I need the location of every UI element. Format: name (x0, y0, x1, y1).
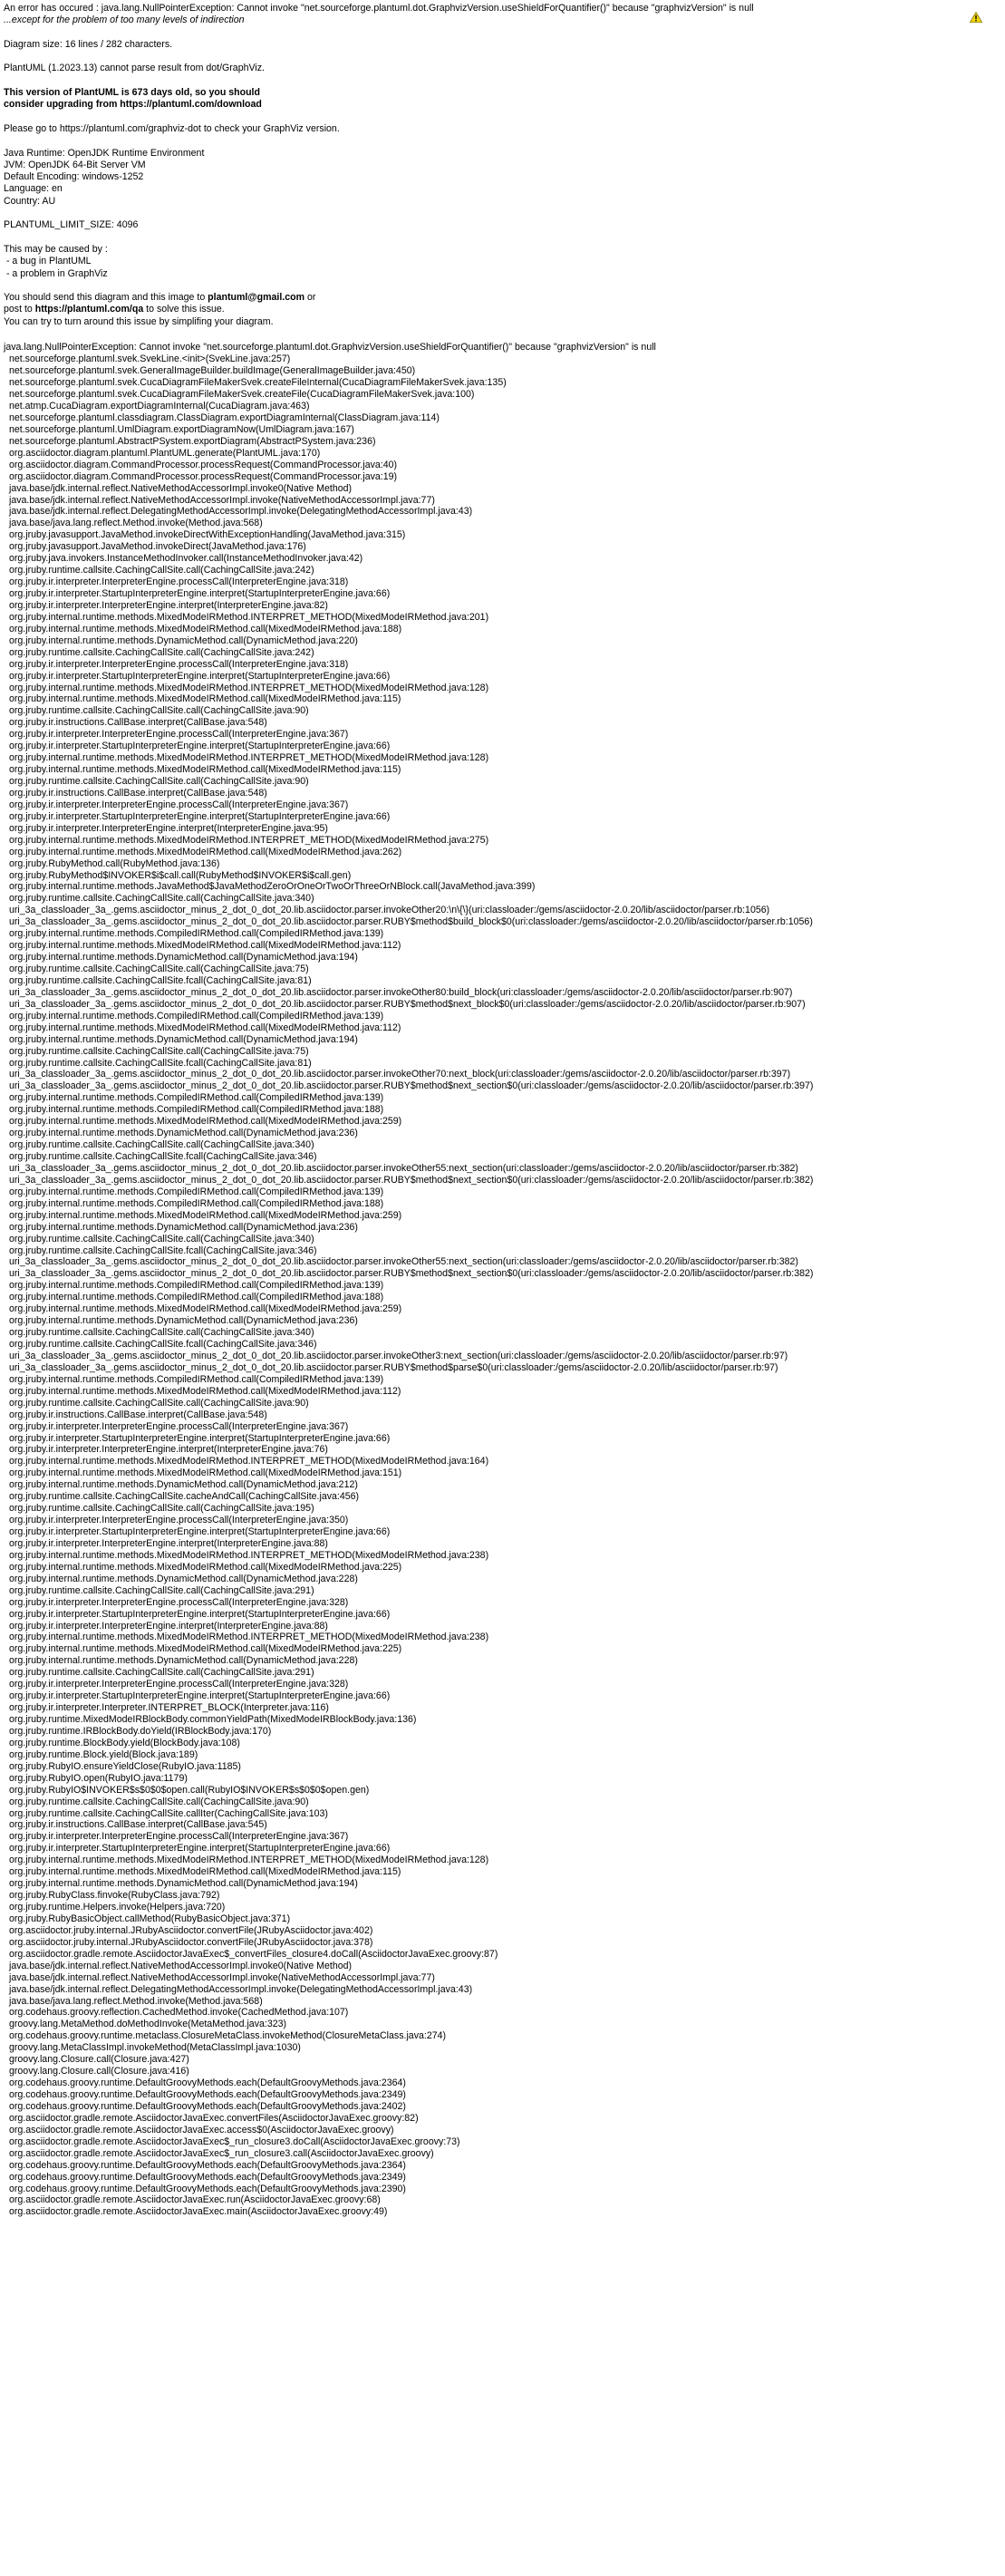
stacktrace-frame: net.sourceforge.plantuml.classdiagram.ClassDiagram.exportDiagramInternal(ClassDiagram.java:114) (9, 412, 440, 423)
stacktrace-frame: org.jruby.internal.runtime.methods.MixedModeIRMethod.call(MixedModeIRMethod.java:112) (9, 1022, 401, 1033)
stacktrace-frame: org.jruby.internal.runtime.methods.MixedModeIRMethod.INTERPRET_METHOD(MixedModeIRMethod.java:238) (9, 1632, 489, 1643)
stacktrace-frame: org.asciidoctor.diagram.plantuml.PlantUML.generate(PlantUML.java:170) (9, 447, 321, 459)
stacktrace-frame: org.jruby.runtime.callsite.CachingCallSite.call(CachingCallSite.java:340) (9, 1233, 314, 1244)
stacktrace-frame: org.asciidoctor.diagram.CommandProcessor.processRequest(CommandProcessor.java:19) (9, 470, 398, 482)
stacktrace-frame: net.atmp.CucaDiagram.exportDiagramInternal(CucaDiagram.java:463) (9, 401, 310, 412)
stacktrace-frame: org.asciidoctor.gradle.remote.AsciidoctorJavaExec$_run_closure3.call(AsciidoctorJavaExec.groovy) (9, 2147, 434, 2159)
stacktrace-frame: org.jruby.internal.runtime.methods.MixedModeIRMethod.call(MixedModeIRMethod.java:115) (9, 693, 401, 705)
stacktrace-frame: org.jruby.internal.runtime.methods.CompiledIRMethod.call(CompiledIRMethod.java:188) (9, 1104, 384, 1116)
stacktrace-frame: org.jruby.runtime.BlockBody.yield(BlockBody.java:108) (9, 1737, 240, 1748)
stacktrace-frame: uri_3a_classloader_3a_.gems.asciidoctor_minus_2_dot_0_dot_20.lib.asciidoctor.parser.RUBY$method$build_block$0(uri:classloader:/gems/asciidoctor-2.0.20/lib/asciidoctor/parser.rb:1056) (9, 916, 813, 928)
parse-error: PlantUML (1.2023.13) cannot parse result from dot/GraphViz. (4, 63, 265, 74)
stacktrace-frame: org.jruby.internal.runtime.methods.MixedModeIRMethod.call(MixedModeIRMethod.java:259) (9, 1303, 402, 1315)
contact-line2 (4, 304, 1005, 315)
stacktrace-frame: org.jruby.runtime.callsite.CachingCallSite.fcall(CachingCallSite.java:81) (9, 1057, 312, 1069)
stacktrace-frame: org.jruby.internal.runtime.methods.CompiledIRMethod.call(CompiledIRMethod.java:139) (9, 1186, 384, 1197)
stacktrace-frame: uri_3a_classloader_3a_.gems.asciidoctor_minus_2_dot_0_dot_20.lib.asciidoctor.parser.invokeOther70:next_block(uri:classloader:/gems/asciidoctor-2.0.20/lib/asciidoctor/parser.rb:397) (9, 1069, 791, 1080)
stacktrace-frame: org.jruby.runtime.Block.yield(Block.java:189) (9, 1748, 198, 1760)
stacktrace-frame: java.base/jdk.internal.reflect.NativeMethodAccessorImpl.invoke(NativeMethodAccessorImpl.java:77) (9, 1971, 435, 1983)
stacktrace-frame: org.jruby.internal.runtime.methods.MixedModeIRMethod.call(MixedModeIRMethod.java:262) (9, 846, 402, 857)
stacktrace-frame: org.jruby.runtime.callsite.CachingCallSite.callIter(CachingCallSite.java:103) (9, 1807, 328, 1819)
stacktrace-frame: org.jruby.internal.runtime.methods.MixedModeIRMethod.INTERPRET_METHOD(MixedModeIRMethod.java:275) (9, 834, 489, 846)
stacktrace-frame: org.jruby.ir.instructions.CallBase.interpret(CallBase.java:545) (9, 1819, 267, 1831)
stacktrace-frame: uri_3a_classloader_3a_.gems.asciidoctor_minus_2_dot_0_dot_20.lib.asciidoctor.parser.RUBY$method$parse$0(uri:classloader:/gems/asciidoctor-2.0.20/lib/asciidoctor/parser.rb:97) (9, 1361, 778, 1373)
stacktrace-frame: org.asciidoctor.gradle.remote.AsciidoctorJavaExec.run(AsciidoctorJavaExec.groovy:68) (9, 2194, 381, 2206)
stacktrace-frame: org.asciidoctor.gradle.remote.AsciidoctorJavaExec.main(AsciidoctorJavaExec.groovy:49) (9, 2206, 388, 2218)
stacktrace-frame: net.sourceforge.plantuml.svek.SvekLine.<init>(SvekLine.java:257) (9, 353, 291, 365)
stacktrace-frame: org.jruby.internal.runtime.methods.CompiledIRMethod.call(CompiledIRMethod.java:139) (9, 1092, 384, 1104)
stacktrace-frame: net.sourceforge.plantuml.svek.CucaDiagramFileMakerSvek.createFileInternal(CucaDiagramFileMakerSvek.java:135) (9, 377, 507, 389)
stacktrace-frame: org.jruby.RubyIO.ensureYieldClose(RubyIO.java:1185) (9, 1760, 241, 1772)
stacktrace-frame: org.jruby.internal.runtime.methods.CompiledIRMethod.call(CompiledIRMethod.java:188) (9, 1197, 384, 1209)
stacktrace-frame: java.base/jdk.internal.reflect.NativeMethodAccessorImpl.invoke0(Native Method) (9, 1960, 353, 1971)
stacktrace-frame: org.codehaus.groovy.runtime.DefaultGroovyMethods.each(DefaultGroovyMethods.java:2402) (9, 2100, 406, 2112)
stacktrace-frame: org.jruby.ir.interpreter.InterpreterEngine.processCall(InterpreterEngine.java:328) (9, 1679, 349, 1690)
stacktrace-frame: org.jruby.javasupport.JavaMethod.invokeDirect(JavaMethod.java:176) (9, 541, 306, 553)
stacktrace-frame: org.jruby.runtime.callsite.CachingCallSite.fcall(CachingCallSite.java:346) (9, 1339, 317, 1350)
stacktrace-frame: org.jruby.internal.runtime.methods.MixedModeIRMethod.call(MixedModeIRMethod.java:151) (9, 1467, 402, 1479)
stacktrace-frame: org.jruby.internal.runtime.methods.MixedModeIRMethod.INTERPRET_METHOD(MixedModeIRMethod.java:128) (9, 1855, 489, 1866)
stacktrace-frame: java.base/jdk.internal.reflect.NativeMethodAccessorImpl.invoke0(Native Method) (9, 482, 353, 494)
stacktrace-frame: org.jruby.ir.interpreter.InterpreterEngine.processCall(InterpreterEngine.java:367) (9, 729, 349, 741)
contact-line1 (4, 292, 1005, 304)
stacktrace-frame: org.jruby.internal.runtime.methods.DynamicMethod.call(DynamicMethod.java:220) (9, 634, 358, 646)
stacktrace-frame: org.jruby.ir.interpreter.InterpreterEngine.processCall(InterpreterEngine.java:318) (9, 576, 349, 588)
stacktrace-frame: org.jruby.internal.runtime.methods.MixedModeIRMethod.call(MixedModeIRMethod.java:259) (9, 1209, 402, 1221)
env-country: Country: AU (4, 195, 56, 207)
contact-text: post to (4, 304, 35, 315)
version-warning-line1: This version of PlantUML is 673 days old, so you should (4, 87, 260, 99)
stacktrace-frame: org.jruby.RubyIO.open(RubyIO.java:1179) (9, 1772, 188, 1784)
stacktrace-frame: org.jruby.internal.runtime.methods.MixedModeIRMethod.INTERPRET_METHOD(MixedModeIRMethod.java:201) (9, 611, 489, 623)
stacktrace-frame: org.jruby.internal.runtime.methods.DynamicMethod.call(DynamicMethod.java:236) (9, 1315, 358, 1327)
stacktrace-frame: org.codehaus.groovy.reflection.CachedMethod.invoke(CachedMethod.java:107) (9, 2007, 349, 2019)
stacktrace-frame: org.jruby.internal.runtime.methods.DynamicMethod.call(DynamicMethod.java:212) (9, 1479, 358, 1491)
stacktrace-frame: org.jruby.internal.runtime.methods.JavaMethod$JavaMethodZeroOrOneOrTwoOrThreeOrNBlock.call(JavaMethod.java:399) (9, 881, 536, 893)
contact-text: or (304, 292, 316, 304)
contact-line3: You can try to turn around this issue by simplifing your diagram. (4, 315, 274, 327)
stacktrace-frame: org.jruby.runtime.callsite.CachingCallSite.fcall(CachingCallSite.java:346) (9, 1151, 317, 1162)
stack-trace (4, 342, 1005, 2218)
stacktrace-frame: org.jruby.ir.interpreter.InterpreterEngine.processCall(InterpreterEngine.java:350) (9, 1515, 349, 1526)
stacktrace-frame: org.jruby.runtime.callsite.CachingCallSite.call(CachingCallSite.java:291) (9, 1584, 314, 1596)
stacktrace-exception: java.lang.NullPointerException: Cannot invoke "net.sourceforge.plantuml.dot.GraphvizVersion.useShieldForQuantifier()" because "graphvizVersion" is null (4, 342, 656, 353)
stacktrace-frame: org.jruby.RubyClass.finvoke(RubyClass.java:792) (9, 1890, 220, 1902)
stacktrace-frame: org.jruby.runtime.callsite.CachingCallSite.call(CachingCallSite.java:90) (9, 776, 309, 787)
env-language: Language: en (4, 183, 63, 195)
stacktrace-frame: org.asciidoctor.jruby.internal.JRubyAsciidoctor.convertFile(JRubyAsciidoctor.java:378) (9, 1936, 373, 1948)
stacktrace-frame: org.jruby.internal.runtime.methods.DynamicMethod.call(DynamicMethod.java:228) (9, 1655, 358, 1667)
stacktrace-frame: org.codehaus.groovy.runtime.DefaultGroovyMethods.each(DefaultGroovyMethods.java:2364) (9, 2077, 406, 2089)
stacktrace-frame: org.codehaus.groovy.runtime.DefaultGroovyMethods.each(DefaultGroovyMethods.java:2390) (9, 2183, 406, 2194)
stacktrace-frame: org.jruby.runtime.callsite.CachingCallSite.call(CachingCallSite.java:340) (9, 893, 314, 905)
stacktrace-frame: org.jruby.internal.runtime.methods.MixedModeIRMethod.call(MixedModeIRMethod.java:115) (9, 764, 401, 776)
contact-url: https://plantuml.com/qa (34, 304, 144, 315)
stacktrace-frame: org.jruby.ir.instructions.CallBase.interpret(CallBase.java:548) (9, 717, 267, 729)
stacktrace-frame: org.jruby.ir.interpreter.StartupInterpreterEngine.interpret(StartupInterpreterEngine.java:66) (9, 588, 391, 599)
stacktrace-frame: org.jruby.ir.interpreter.InterpreterEngine.interpret(InterpreterEngine.java:88) (9, 1620, 328, 1632)
stacktrace-frame: org.jruby.internal.runtime.methods.MixedModeIRMethod.INTERPRET_METHOD(MixedModeIRMethod.java:238) (9, 1549, 489, 1561)
stacktrace-frame: uri_3a_classloader_3a_.gems.asciidoctor_minus_2_dot_0_dot_20.lib.asciidoctor.parser.invokeOther55:next_section(uri:classloader:/gems/asciidoctor-2.0.20/lib/asciidoctor/parser.rb:382) (9, 1162, 798, 1174)
stacktrace-frame: org.jruby.runtime.IRBlockBody.doYield(IRBlockBody.java:170) (9, 1725, 272, 1737)
stacktrace-frame: org.jruby.ir.interpreter.StartupInterpreterEngine.interpret(StartupInterpreterEngine.java:66) (9, 1608, 391, 1620)
stacktrace-frame: org.jruby.ir.interpreter.StartupInterpreterEngine.interpret(StartupInterpreterEngine.java:66) (9, 741, 391, 752)
env-encoding: Default Encoding: windows-1252 (4, 171, 144, 183)
stacktrace-frame: org.jruby.internal.runtime.methods.CompiledIRMethod.call(CompiledIRMethod.java:139) (9, 1010, 384, 1022)
cause-item: - a bug in PlantUML (4, 256, 92, 267)
stacktrace-frame: java.base/java.lang.reflect.Method.invoke(Method.java:568) (9, 1995, 263, 2007)
stacktrace-frame: org.codehaus.groovy.runtime.DefaultGroovyMethods.each(DefaultGroovyMethods.java:2349) (9, 2089, 406, 2100)
stacktrace-frame: org.jruby.ir.interpreter.StartupInterpreterEngine.interpret(StartupInterpreterEngine.java:66) (9, 1690, 391, 1702)
error-subtitle: ...except for the problem of too many levels of indirection (4, 15, 245, 26)
stacktrace-frame: uri_3a_classloader_3a_.gems.asciidoctor_minus_2_dot_0_dot_20.lib.asciidoctor.parser.RUBY$method$next_section$0(uri:classloader:/gems/asciidoctor-2.0.20/lib/asciidoctor/parser.rb:382) (9, 1268, 814, 1280)
stacktrace-frame: org.jruby.internal.runtime.methods.MixedModeIRMethod.call(MixedModeIRMethod.java:225) (9, 1643, 402, 1655)
stacktrace-frame: org.codehaus.groovy.runtime.DefaultGroovyMethods.each(DefaultGroovyMethods.java:2349) (9, 2171, 406, 2183)
stacktrace-frame: org.jruby.RubyMethod.call(RubyMethod.java:136) (9, 857, 220, 869)
stacktrace-frame: org.jruby.RubyBasicObject.callMethod(RubyBasicObject.java:371) (9, 1913, 291, 1924)
stacktrace-frame: org.jruby.runtime.callsite.CachingCallSite.call(CachingCallSite.java:340) (9, 1139, 314, 1151)
stacktrace-frame: org.jruby.runtime.callsite.CachingCallSite.call(CachingCallSite.java:242) (9, 646, 314, 658)
stacktrace-frame: org.jruby.internal.runtime.methods.MixedModeIRMethod.INTERPRET_METHOD(MixedModeIRMethod.java:128) (9, 682, 489, 693)
stacktrace-frame: groovy.lang.Closure.call(Closure.java:427) (9, 2054, 189, 2066)
limit-size: PLANTUML_LIMIT_SIZE: 4096 (4, 219, 139, 231)
stacktrace-frame: java.base/jdk.internal.reflect.DelegatingMethodAccessorImpl.invoke(DelegatingMethodAccessorImpl.java:43) (9, 1983, 473, 1995)
stacktrace-frame: org.jruby.java.invokers.InstanceMethodInvoker.call(InstanceMethodInvoker.java:42) (9, 553, 363, 565)
causes-title: This may be caused by : (4, 243, 108, 255)
stacktrace-frame: groovy.lang.MetaClassImpl.invokeMethod(MetaClassImpl.java:1030) (9, 2042, 301, 2054)
stacktrace-frame: uri_3a_classloader_3a_.gems.asciidoctor_minus_2_dot_0_dot_20.lib.asciidoctor.parser.RUBY$method$next_block$0(uri:classloader:/gems/asciidoctor-2.0.20/lib/asciidoctor/parser.rb:907) (9, 998, 806, 1010)
stacktrace-frame: org.jruby.internal.runtime.methods.CompiledIRMethod.call(CompiledIRMethod.java:139) (9, 1373, 384, 1385)
stacktrace-frame: org.jruby.internal.runtime.methods.DynamicMethod.call(DynamicMethod.java:194) (9, 1033, 358, 1045)
stacktrace-frame: org.jruby.internal.runtime.methods.CompiledIRMethod.call(CompiledIRMethod.java:139) (9, 1280, 384, 1292)
stacktrace-frame: uri_3a_classloader_3a_.gems.asciidoctor_minus_2_dot_0_dot_20.lib.asciidoctor.parser.invokeOther20:\n\{\}(uri:classloader:/gems/asciidoctor-2.0.20/lib/asciidoctor/parser.rb:1056) (9, 905, 770, 916)
stacktrace-frame: groovy.lang.MetaMethod.doMethodInvoke(MetaMethod.java:323) (9, 2019, 287, 2030)
stacktrace-frame: org.jruby.internal.runtime.methods.MixedModeIRMethod.call(MixedModeIRMethod.java:259) (9, 1116, 402, 1128)
stacktrace-frame: org.jruby.ir.instructions.CallBase.interpret(CallBase.java:548) (9, 1409, 267, 1420)
stacktrace-frame: org.jruby.runtime.callsite.CachingCallSite.call(CachingCallSite.java:90) (9, 1397, 309, 1409)
stacktrace-frame: java.base/java.lang.reflect.Method.invoke(Method.java:568) (9, 518, 263, 529)
stacktrace-frame: org.jruby.internal.runtime.methods.MixedModeIRMethod.call(MixedModeIRMethod.java:115) (9, 1866, 401, 1878)
stacktrace-frame: org.jruby.internal.runtime.methods.MixedModeIRMethod.INTERPRET_METHOD(MixedModeIRMethod.java:164) (9, 1456, 489, 1467)
stacktrace-frame: org.jruby.ir.interpreter.InterpreterEngine.processCall(InterpreterEngine.java:367) (9, 799, 349, 810)
contact-email: plantuml@gmail.com (208, 292, 305, 304)
stacktrace-frame: org.jruby.runtime.callsite.CachingCallSite.call(CachingCallSite.java:90) (9, 1796, 309, 1807)
stacktrace-frame: org.jruby.ir.interpreter.InterpreterEngine.interpret(InterpreterEngine.java:76) (9, 1444, 328, 1456)
stacktrace-frame: org.jruby.internal.runtime.methods.MixedModeIRMethod.INTERPRET_METHOD(MixedModeIRMethod.java:128) (9, 752, 489, 764)
stacktrace-frame: org.jruby.ir.interpreter.InterpreterEngine.interpret(InterpreterEngine.java:82) (9, 599, 328, 611)
stacktrace-frame: java.base/jdk.internal.reflect.NativeMethodAccessorImpl.invoke(NativeMethodAccessorImpl.java:77) (9, 494, 435, 506)
stacktrace-frame: org.asciidoctor.gradle.remote.AsciidoctorJavaExec$_run_closure3.doCall(AsciidoctorJavaExec.groovy:73) (9, 2135, 460, 2147)
stacktrace-frame: org.jruby.ir.interpreter.InterpreterEngine.processCall(InterpreterEngine.java:328) (9, 1596, 349, 1608)
stacktrace-frame: org.jruby.internal.runtime.methods.CompiledIRMethod.call(CompiledIRMethod.java:188) (9, 1292, 384, 1303)
stacktrace-frame: org.jruby.ir.interpreter.StartupInterpreterEngine.interpret(StartupInterpreterEngine.java:66) (9, 810, 391, 822)
stacktrace-frame: org.jruby.internal.runtime.methods.CompiledIRMethod.call(CompiledIRMethod.java:139) (9, 928, 384, 940)
stacktrace-frame: uri_3a_classloader_3a_.gems.asciidoctor_minus_2_dot_0_dot_20.lib.asciidoctor.parser.RUBY$method$next_section$0(uri:classloader:/gems/asciidoctor-2.0.20/lib/asciidoctor/parser.rb:397) (9, 1080, 814, 1092)
stacktrace-frame: org.jruby.internal.runtime.methods.DynamicMethod.call(DynamicMethod.java:194) (9, 1878, 358, 1890)
stacktrace-frame: org.asciidoctor.jruby.internal.JRubyAsciidoctor.convertFile(JRubyAsciidoctor.java:402) (9, 1924, 373, 1936)
stacktrace-frame: org.jruby.internal.runtime.methods.MixedModeIRMethod.call(MixedModeIRMethod.java:188) (9, 623, 402, 634)
stacktrace-frame: org.jruby.internal.runtime.methods.DynamicMethod.call(DynamicMethod.java:194) (9, 952, 358, 964)
stacktrace-frame: uri_3a_classloader_3a_.gems.asciidoctor_minus_2_dot_0_dot_20.lib.asciidoctor.parser.RUBY$method$next_section$0(uri:classloader:/gems/asciidoctor-2.0.20/lib/asciidoctor/parser.rb:382) (9, 1174, 814, 1186)
stacktrace-frame: org.asciidoctor.diagram.CommandProcessor.processRequest(CommandProcessor.java:40) (9, 459, 398, 470)
error-message: An error has occured : java.lang.NullPointerException: Cannot invoke "net.sourceforge.plantuml.dot.GraphvizVersion.useShieldForQuantifier()" because "graphvizVersion" is null (4, 3, 754, 14)
stacktrace-frame: org.jruby.runtime.callsite.CachingCallSite.call(CachingCallSite.java:340) (9, 1327, 314, 1339)
contact-text: to solve this issue. (143, 304, 225, 315)
stacktrace-frame: org.jruby.runtime.callsite.CachingCallSite.call(CachingCallSite.java:291) (9, 1667, 314, 1679)
contact-text: You should send this diagram and this image to (4, 292, 208, 304)
stacktrace-frame: org.jruby.ir.interpreter.InterpreterEngine.processCall(InterpreterEngine.java:318) (9, 658, 349, 670)
stacktrace-frame: org.jruby.internal.runtime.methods.MixedModeIRMethod.call(MixedModeIRMethod.java:112) (9, 1385, 401, 1397)
stacktrace-frame: org.jruby.runtime.callsite.CachingCallSite.fcall(CachingCallSite.java:81) (9, 974, 312, 986)
stacktrace-frame: org.asciidoctor.gradle.remote.AsciidoctorJavaExec.convertFiles(AsciidoctorJavaExec.groovy:82) (9, 2112, 419, 2124)
stacktrace-frame: groovy.lang.Closure.call(Closure.java:416) (9, 2066, 189, 2077)
stacktrace-frame: uri_3a_classloader_3a_.gems.asciidoctor_minus_2_dot_0_dot_20.lib.asciidoctor.parser.invokeOther80:build_block(uri:classloader:/gems/asciidoctor-2.0.20/lib/asciidoctor/parser.rb:907) (9, 986, 793, 998)
stacktrace-frame: org.jruby.runtime.Helpers.invoke(Helpers.java:720) (9, 1902, 226, 1913)
stacktrace-frame: org.jruby.runtime.callsite.CachingCallSite.call(CachingCallSite.java:75) (9, 964, 309, 974)
stacktrace-frame: net.sourceforge.plantuml.svek.CucaDiagramFileMakerSvek.createFile(CucaDiagramFileMakerSvek.java:100) (9, 389, 475, 401)
version-warning-line2: consider upgrading from https://plantuml.com/download (4, 99, 262, 111)
env-java-runtime: Java Runtime: OpenJDK Runtime Environment (4, 147, 205, 159)
stacktrace-frame: org.jruby.ir.interpreter.InterpreterEngine.processCall(InterpreterEngine.java:367) (9, 1831, 349, 1843)
stacktrace-frame: org.jruby.ir.interpreter.InterpreterEngine.interpret(InterpreterEngine.java:88) (9, 1537, 328, 1549)
stacktrace-frame: org.jruby.RubyIO$INVOKER$s$0$0$open.call(RubyIO$INVOKER$s$0$0$open.gen) (9, 1784, 370, 1796)
stacktrace-frame: net.sourceforge.plantuml.AbstractPSystem.exportDiagram(AbstractPSystem.java:236) (9, 435, 376, 447)
cause-item: - a problem in GraphViz (4, 267, 108, 279)
stacktrace-frame: org.codehaus.groovy.runtime.DefaultGroovyMethods.each(DefaultGroovyMethods.java:2364) (9, 2159, 406, 2171)
stacktrace-frame: org.jruby.internal.runtime.methods.MixedModeIRMethod.call(MixedModeIRMethod.java:225) (9, 1561, 402, 1573)
stacktrace-frame: org.jruby.internal.runtime.methods.MixedModeIRMethod.call(MixedModeIRMethod.java:112) (9, 940, 401, 952)
graphviz-check: Please go to https://plantuml.com/graphviz-dot to check your GraphViz version. (4, 122, 340, 134)
stacktrace-frame: uri_3a_classloader_3a_.gems.asciidoctor_minus_2_dot_0_dot_20.lib.asciidoctor.parser.invokeOther3:next_section(uri:classloader:/gems/asciidoctor-2.0.20/lib/asciidoctor/parser.rb:97) (9, 1350, 788, 1361)
stacktrace-frame: org.jruby.ir.interpreter.InterpreterEngine.processCall(InterpreterEngine.java:367) (9, 1420, 349, 1432)
stacktrace-frame: org.asciidoctor.gradle.remote.AsciidoctorJavaExec.access$0(AsciidoctorJavaExec.groovy) (9, 2124, 394, 2135)
stacktrace-frame: org.jruby.runtime.MixedModeIRBlockBody.commonYieldPath(MixedModeIRBlockBody.java:136) (9, 1714, 417, 1725)
stacktrace-frame: uri_3a_classloader_3a_.gems.asciidoctor_minus_2_dot_0_dot_20.lib.asciidoctor.parser.invokeOther55:next_section(uri:classloader:/gems/asciidoctor-2.0.20/lib/asciidoctor/parser.rb:382) (9, 1256, 798, 1268)
error-page (4, 3, 1005, 2218)
stacktrace-frame: net.sourceforge.plantuml.svek.GeneralImageBuilder.buildImage(GeneralImageBuilder.java:450) (9, 365, 416, 377)
stacktrace-frame: org.jruby.ir.interpreter.StartupInterpreterEngine.interpret(StartupInterpreterEngine.java:66) (9, 1843, 391, 1855)
stacktrace-frame: org.jruby.runtime.callsite.CachingCallSite.fcall(CachingCallSite.java:346) (9, 1244, 317, 1256)
stacktrace-frame: org.jruby.runtime.callsite.CachingCallSite.call(CachingCallSite.java:195) (9, 1503, 314, 1515)
stacktrace-frame: org.jruby.RubyMethod$INVOKER$i$call.call(RubyMethod$INVOKER$i$call.gen) (9, 869, 352, 881)
stacktrace-frame: org.jruby.runtime.callsite.CachingCallSite.cacheAndCall(CachingCallSite.java:456) (9, 1491, 360, 1503)
stacktrace-frame: org.jruby.runtime.callsite.CachingCallSite.call(CachingCallSite.java:242) (9, 565, 314, 576)
stacktrace-frame: org.jruby.internal.runtime.methods.DynamicMethod.call(DynamicMethod.java:228) (9, 1573, 358, 1584)
stacktrace-frame: org.jruby.internal.runtime.methods.DynamicMethod.call(DynamicMethod.java:236) (9, 1128, 358, 1139)
stacktrace-frame: net.sourceforge.plantuml.UmlDiagram.exportDiagramNow(UmlDiagram.java:167) (9, 423, 354, 435)
stacktrace-frame: org.jruby.ir.interpreter.InterpreterEngine.interpret(InterpreterEngine.java:95) (9, 822, 328, 834)
stacktrace-frame: org.asciidoctor.gradle.remote.AsciidoctorJavaExec$_convertFiles_closure4.doCall(AsciidoctorJavaExec.groovy:87) (9, 1948, 498, 1960)
stacktrace-frame: org.jruby.ir.interpreter.StartupInterpreterEngine.interpret(StartupInterpreterEngine.java:66) (9, 1432, 391, 1444)
stacktrace-frame: org.jruby.javasupport.JavaMethod.invokeDirectWithExceptionHandling(JavaMethod.java:315) (9, 529, 406, 541)
stacktrace-frame: org.jruby.runtime.callsite.CachingCallSite.call(CachingCallSite.java:75) (9, 1045, 309, 1057)
stacktrace-frame: java.base/jdk.internal.reflect.DelegatingMethodAccessorImpl.invoke(DelegatingMethodAccessorImpl.java:43) (9, 506, 473, 518)
stacktrace-frame: org.jruby.ir.instructions.CallBase.interpret(CallBase.java:548) (9, 787, 267, 799)
stacktrace-frame: org.codehaus.groovy.runtime.metaclass.ClosureMetaClass.invokeMethod(ClosureMetaClass.java:274) (9, 2030, 447, 2042)
stacktrace-frame: org.jruby.ir.interpreter.StartupInterpreterEngine.interpret(StartupInterpreterEngine.java:66) (9, 1526, 391, 1537)
diagram-size: Diagram size: 16 lines / 282 characters. (4, 38, 173, 50)
stacktrace-frame: org.jruby.ir.interpreter.StartupInterpreterEngine.interpret(StartupInterpreterEngine.java:66) (9, 670, 391, 682)
stacktrace-frame: org.jruby.internal.runtime.methods.DynamicMethod.call(DynamicMethod.java:236) (9, 1221, 358, 1233)
stacktrace-frame: org.jruby.ir.interpreter.Interpreter.INTERPRET_BLOCK(Interpreter.java:116) (9, 1702, 329, 1714)
stacktrace-frame: org.jruby.runtime.callsite.CachingCallSite.call(CachingCallSite.java:90) (9, 705, 309, 717)
env-jvm: JVM: OpenJDK 64-Bit Server VM (4, 159, 146, 170)
